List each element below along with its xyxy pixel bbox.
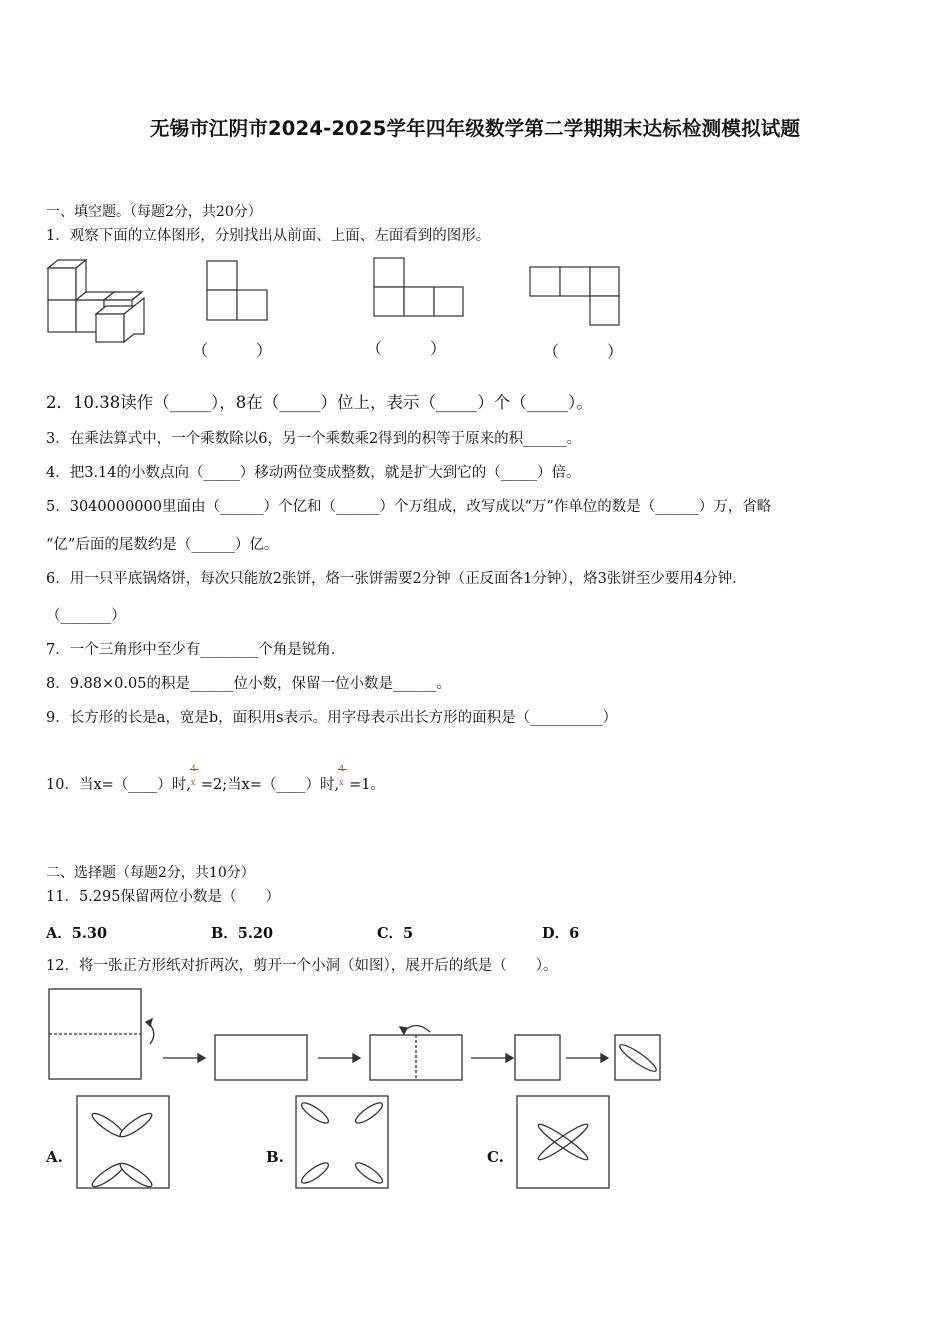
- q11-option-d[interactable]: D．6: [542, 925, 580, 942]
- question-9: 9．长方形的长是a，宽是b，面积用s表示。用字母表示出长方形的面积是（__________）: [46, 710, 618, 726]
- view-shape-1: [205, 260, 269, 322]
- view-shape-2: [373, 257, 465, 319]
- q10-part-1: 10．当x=（____）时,: [46, 777, 191, 793]
- question-10: [46, 764, 385, 795]
- paper-folding-diagram: [46, 986, 666, 1086]
- q12-option-a-label[interactable]: A.: [46, 1148, 63, 1166]
- question-2: 2．10.38读作（_____），8在（_____）位上，表示（_____）个（_____）。: [46, 393, 593, 412]
- question-3: 3．在乘法算式中，一个乘数除以6，另一个乘数乘2得到的积等于原来的积______。: [46, 431, 582, 447]
- q11-option-a[interactable]: A．5.30: [46, 925, 108, 942]
- q12-option-c-label[interactable]: C.: [487, 1148, 504, 1166]
- page-title: 无锡市江阴市2024-2025学年四年级数学第二学期期末达标检测模拟试题: [149, 117, 801, 140]
- question-8: 8．9.88×0.05的积是______位小数，保留一位小数是______。: [46, 676, 451, 692]
- question-5-line-1: 5．3040000000里面由（______）个亿和（______）个万组成，改写成以“万”作单位的数是（______）万，省略: [46, 499, 772, 515]
- question-1: 1．观察下面的立体图形，分别找出从前面、上面、左面看到的图形。: [46, 228, 491, 244]
- q10-part-3: =1。: [349, 777, 385, 793]
- q11-option-c[interactable]: C．5: [377, 925, 414, 942]
- answer-blank-2[interactable]: （ ）: [366, 339, 447, 358]
- question-6-line-1: 6．用一只平底锅烙饼，每次只能放2张饼，烙一张饼需要2分钟（正反面各1分钟），烙3张饼至少要用4分钟．: [46, 571, 747, 587]
- q10-fraction-2: 4 x: [339, 775, 349, 795]
- section-1-heading: 一、填空题。（每题2分，共20分）: [46, 204, 262, 220]
- cube-solid-figure: [44, 258, 148, 348]
- q10-part-2: =2;当x=（____）时,: [200, 777, 340, 793]
- question-4: 4．把3.14的小数点向（_____）移动两位变成整数，就是扩大到它的（_____）倍。: [46, 465, 581, 481]
- answer-blank-1[interactable]: （ ）: [192, 341, 273, 360]
- question-11: 11．5.295保留两位小数是（ ）: [46, 889, 280, 905]
- q12-option-b-figure[interactable]: [295, 1095, 391, 1190]
- q12-option-a-figure[interactable]: [76, 1095, 172, 1190]
- question-6-line-2: （_______）: [46, 608, 126, 624]
- q11-option-b[interactable]: B．5.20: [211, 925, 274, 942]
- q10-fraction-1: 4 x: [191, 775, 201, 795]
- view-shape-3: [529, 266, 621, 328]
- question-12: 12．将一张正方形纸对折两次，剪开一个小洞（如图），展开后的纸是（ ）。: [46, 958, 558, 974]
- question-7: 7．一个三角形中至少有________个角是锐角．: [46, 642, 346, 658]
- q12-option-c-figure[interactable]: [516, 1095, 612, 1190]
- q12-option-b-label[interactable]: B.: [266, 1148, 284, 1166]
- answer-blank-3[interactable]: （ ）: [543, 342, 624, 361]
- question-5-line-2: “亿”后面的尾数约是（______）亿。: [46, 537, 279, 553]
- section-2-heading: 二、选择题（每题2分，共10分）: [46, 865, 255, 881]
